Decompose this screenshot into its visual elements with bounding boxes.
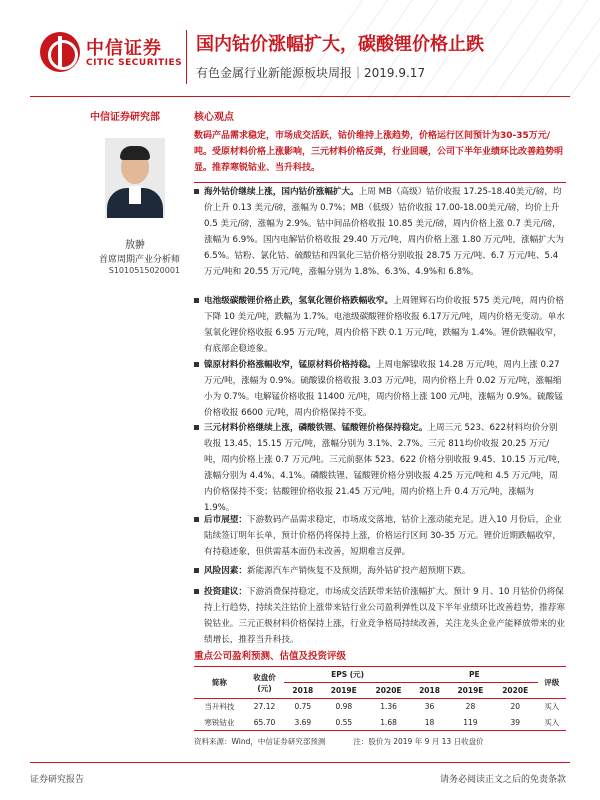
bullet-square-icon bbox=[194, 189, 199, 194]
bullet-text: 上周锂辉石均价收报 575 美元/吨，周内价格下降 10 美元/吨，跌幅为 1.7%。电池级碳酸锂价格收报 6.17万元/吨，周内价格无变动。单水氢氧化锂价格收报 6.95 万元/吨，周内价格下跌 0.1 万元/吨，跌幅为 1.4%。锂价跌幅收窄，有底部企稳迹象。 bbox=[204, 296, 565, 354]
bullet-nickel-manganese bbox=[194, 357, 566, 421]
core-view-summary: 数码产品需求稳定，市场成交活跃，钴价维持上涨趋势，价格运行区间预计为30-35万元/吨。受原材料价格上涨影响，三元材料价格反弹，行业回暖，公司下半年业绩环比改善趋势明显。推荐寒锐钴业、当升科技。 bbox=[194, 131, 564, 173]
bullet-text: 上周三元 523、622材料均价分别收报 13.45、15.15 万元/吨，涨幅分别为 3.1%、2.7%。三元 811均价收报 20.25 万元/吨，周内价格上涨 0.7 万元/吨。三元前驱体 523、622 价格分别收报 9.45、10.15 万元/吨，涨幅分别为 4.4%、4.1%。磷酸铁锂、锰酸锂价格分别收报 4.25 万元/吨和 4.5 万元/吨，周内价格保持不变；钴酸锂价格收报 21.45 万元/吨，周内价格上升 0.4 万元/吨，涨幅为 1.9%。 bbox=[204, 423, 566, 513]
col-year: 2018 bbox=[419, 686, 440, 695]
bullet-square-icon bbox=[194, 589, 199, 594]
bullet-lead: 风险因素： bbox=[204, 566, 247, 576]
bullet-text: 上周 MB（高级）钴价收报 17.25-18.40美元/磅，均价上升 0.13 美元/磅，涨幅为 0.7%；MB（低级）钴价收报 17.00-18.00美元/磅，均价上升 0.5 美元/磅，涨幅为 2.9%。钴中间品价格收报 10.85 美元/磅，周内价格上涨 0.7 美元/磅，涨幅为 6.9%。国内电解钴价格收报 29.40 万元/吨，周内价格上涨 1.80 万元/吨，涨幅扩大为 6.5%。钴粉、氯化钴、硫酸钴和四氧化三钴价格分别收报 28.75 万元/吨、6.7 万元/吨、5.4 万元/吨和 20.55 万元/吨，涨幅分别为 1.8%、6.3%、4.9%和 6.8%。 bbox=[204, 187, 565, 277]
table-row: 寒锐钴业 65.70 3.69 0.55 1.68 18 119 39 买入 bbox=[194, 715, 566, 731]
bullet-lead: 后市展望： bbox=[204, 515, 247, 525]
col-eps: EPS (元) bbox=[284, 667, 411, 683]
footer-disclaimer: 请务必阅读正文之后的免责条款 bbox=[439, 775, 566, 785]
analyst-title: 首席周期产业分析师 bbox=[98, 255, 180, 265]
bullet-square-icon bbox=[194, 298, 199, 303]
bullet-square-icon bbox=[194, 425, 199, 430]
footer-label: 证券研究报告 bbox=[30, 775, 85, 785]
footer-rule bbox=[30, 762, 570, 763]
header-rule bbox=[30, 96, 570, 97]
brand-name: 中信证券 bbox=[86, 38, 162, 59]
bullet-lead: 电池级碳酸锂价格止跌，氢氧化锂价格跌幅收窄。 bbox=[204, 296, 394, 306]
bullet-square-icon bbox=[194, 568, 199, 573]
report-subtitle: 有色金属行业新能源板块周报｜2019.9.17 bbox=[196, 66, 426, 80]
bullet-outlook bbox=[194, 512, 566, 560]
table-source bbox=[194, 736, 512, 747]
bullet-lead: 三元材料价格继续上涨，磷酸铁锂、锰酸锂价格保持稳定。 bbox=[204, 423, 428, 433]
bullet-text: 下游数码产品需求稳定，市场成交落地，钴价上涨动能充足。进入10 月份后，企业陆续签订明年长单，预计价格仍将保持上涨，价格运行区间 30-35 万元。锂价近期跌幅收窄，有持稳迹象，但供需基本面仍未改善，短期难言反弹。 bbox=[204, 515, 562, 557]
report-header bbox=[0, 0, 600, 92]
table-row: 当升科技 27.12 0.75 0.98 1.36 36 28 20 买入 bbox=[194, 699, 566, 715]
research-dept: 中信证券研究部 bbox=[90, 112, 160, 123]
forecast-table-title: 重点公司盈利预测、估值及投资评级 bbox=[194, 651, 347, 662]
bullet-square-icon bbox=[194, 517, 199, 522]
price-note: 注：股价为 2019 年 9 月 13 日收盘价 bbox=[353, 737, 484, 746]
col-company: 简称 bbox=[194, 667, 245, 699]
bullet-cathode bbox=[194, 420, 566, 516]
analyst-license-id: S1010515020001 bbox=[108, 266, 180, 275]
bullet-text: 新能源汽车产销恢复不及预期，海外钴矿投产超预期下跌。 bbox=[246, 566, 471, 576]
col-price: 收盘价 (元) bbox=[245, 667, 285, 699]
header-divider bbox=[186, 30, 187, 84]
analyst-name: 敖翀 bbox=[125, 240, 145, 251]
core-view-heading: 核心观点 bbox=[194, 112, 234, 123]
bullet-investment bbox=[194, 584, 566, 648]
bullet-lead: 海外钴价继续上涨，国内钴价涨幅扩大。 bbox=[204, 187, 359, 197]
summary-rule bbox=[194, 182, 566, 183]
col-year: 2019E bbox=[457, 686, 484, 695]
col-rating: 评级 bbox=[538, 667, 566, 699]
brand-name-en: CITIC SECURITIES bbox=[86, 58, 183, 68]
bullet-risk bbox=[194, 563, 566, 579]
bullet-cobalt bbox=[194, 184, 566, 280]
forecast-table bbox=[194, 666, 566, 731]
col-year: 2020E bbox=[502, 686, 529, 695]
bullet-square-icon bbox=[194, 362, 199, 367]
col-year: 2018 bbox=[292, 686, 314, 695]
col-pe: PE bbox=[411, 667, 538, 683]
bullet-lead: 投资建议： bbox=[204, 587, 247, 597]
citic-logo-icon bbox=[40, 32, 80, 72]
report-title: 国内钴价涨幅扩大，碳酸锂价格止跌 bbox=[196, 34, 484, 55]
source-text: 资料来源：Wind，中信证券研究部预测 bbox=[194, 737, 326, 746]
bullet-text: 上周电解镍收报 14.28 万元/吨，周内上涨 0.27 万元/吨，涨幅为 0.9%。硫酸镍价格收报 3.03 万元/吨，周内价格上升 0.02 万元/吨，涨幅缩小为 0.7%。电解锰价格收报 11400 元/吨，周内价格上涨 100 元/吨，涨幅为 0.9%。硫酸锰价格收报 6600 元/吨，周内价格保持不变。 bbox=[204, 360, 563, 418]
analyst-photo bbox=[105, 138, 165, 218]
bullet-lead: 镍原材料价格涨幅收窄，锰原材料价格持稳。 bbox=[204, 360, 376, 370]
bullet-text: 下游消费保持稳定，市场成交活跃带来钴价涨幅扩大。预计 9 月、10 月钴价仍将保持上行趋势，持续关注钴价上涨带来钴行业公司盈利弹性以及下半年业绩环比改善趋势，推荐寒锐钴业。三元正极材料价格保持上涨，行业竞争格局持续改善，关注龙头企业产能释放带来的业绩增长，推荐当升科技。 bbox=[204, 587, 565, 645]
bullet-lithium bbox=[194, 293, 566, 357]
col-year: 2019E bbox=[330, 686, 357, 695]
col-year: 2020E bbox=[375, 686, 402, 695]
